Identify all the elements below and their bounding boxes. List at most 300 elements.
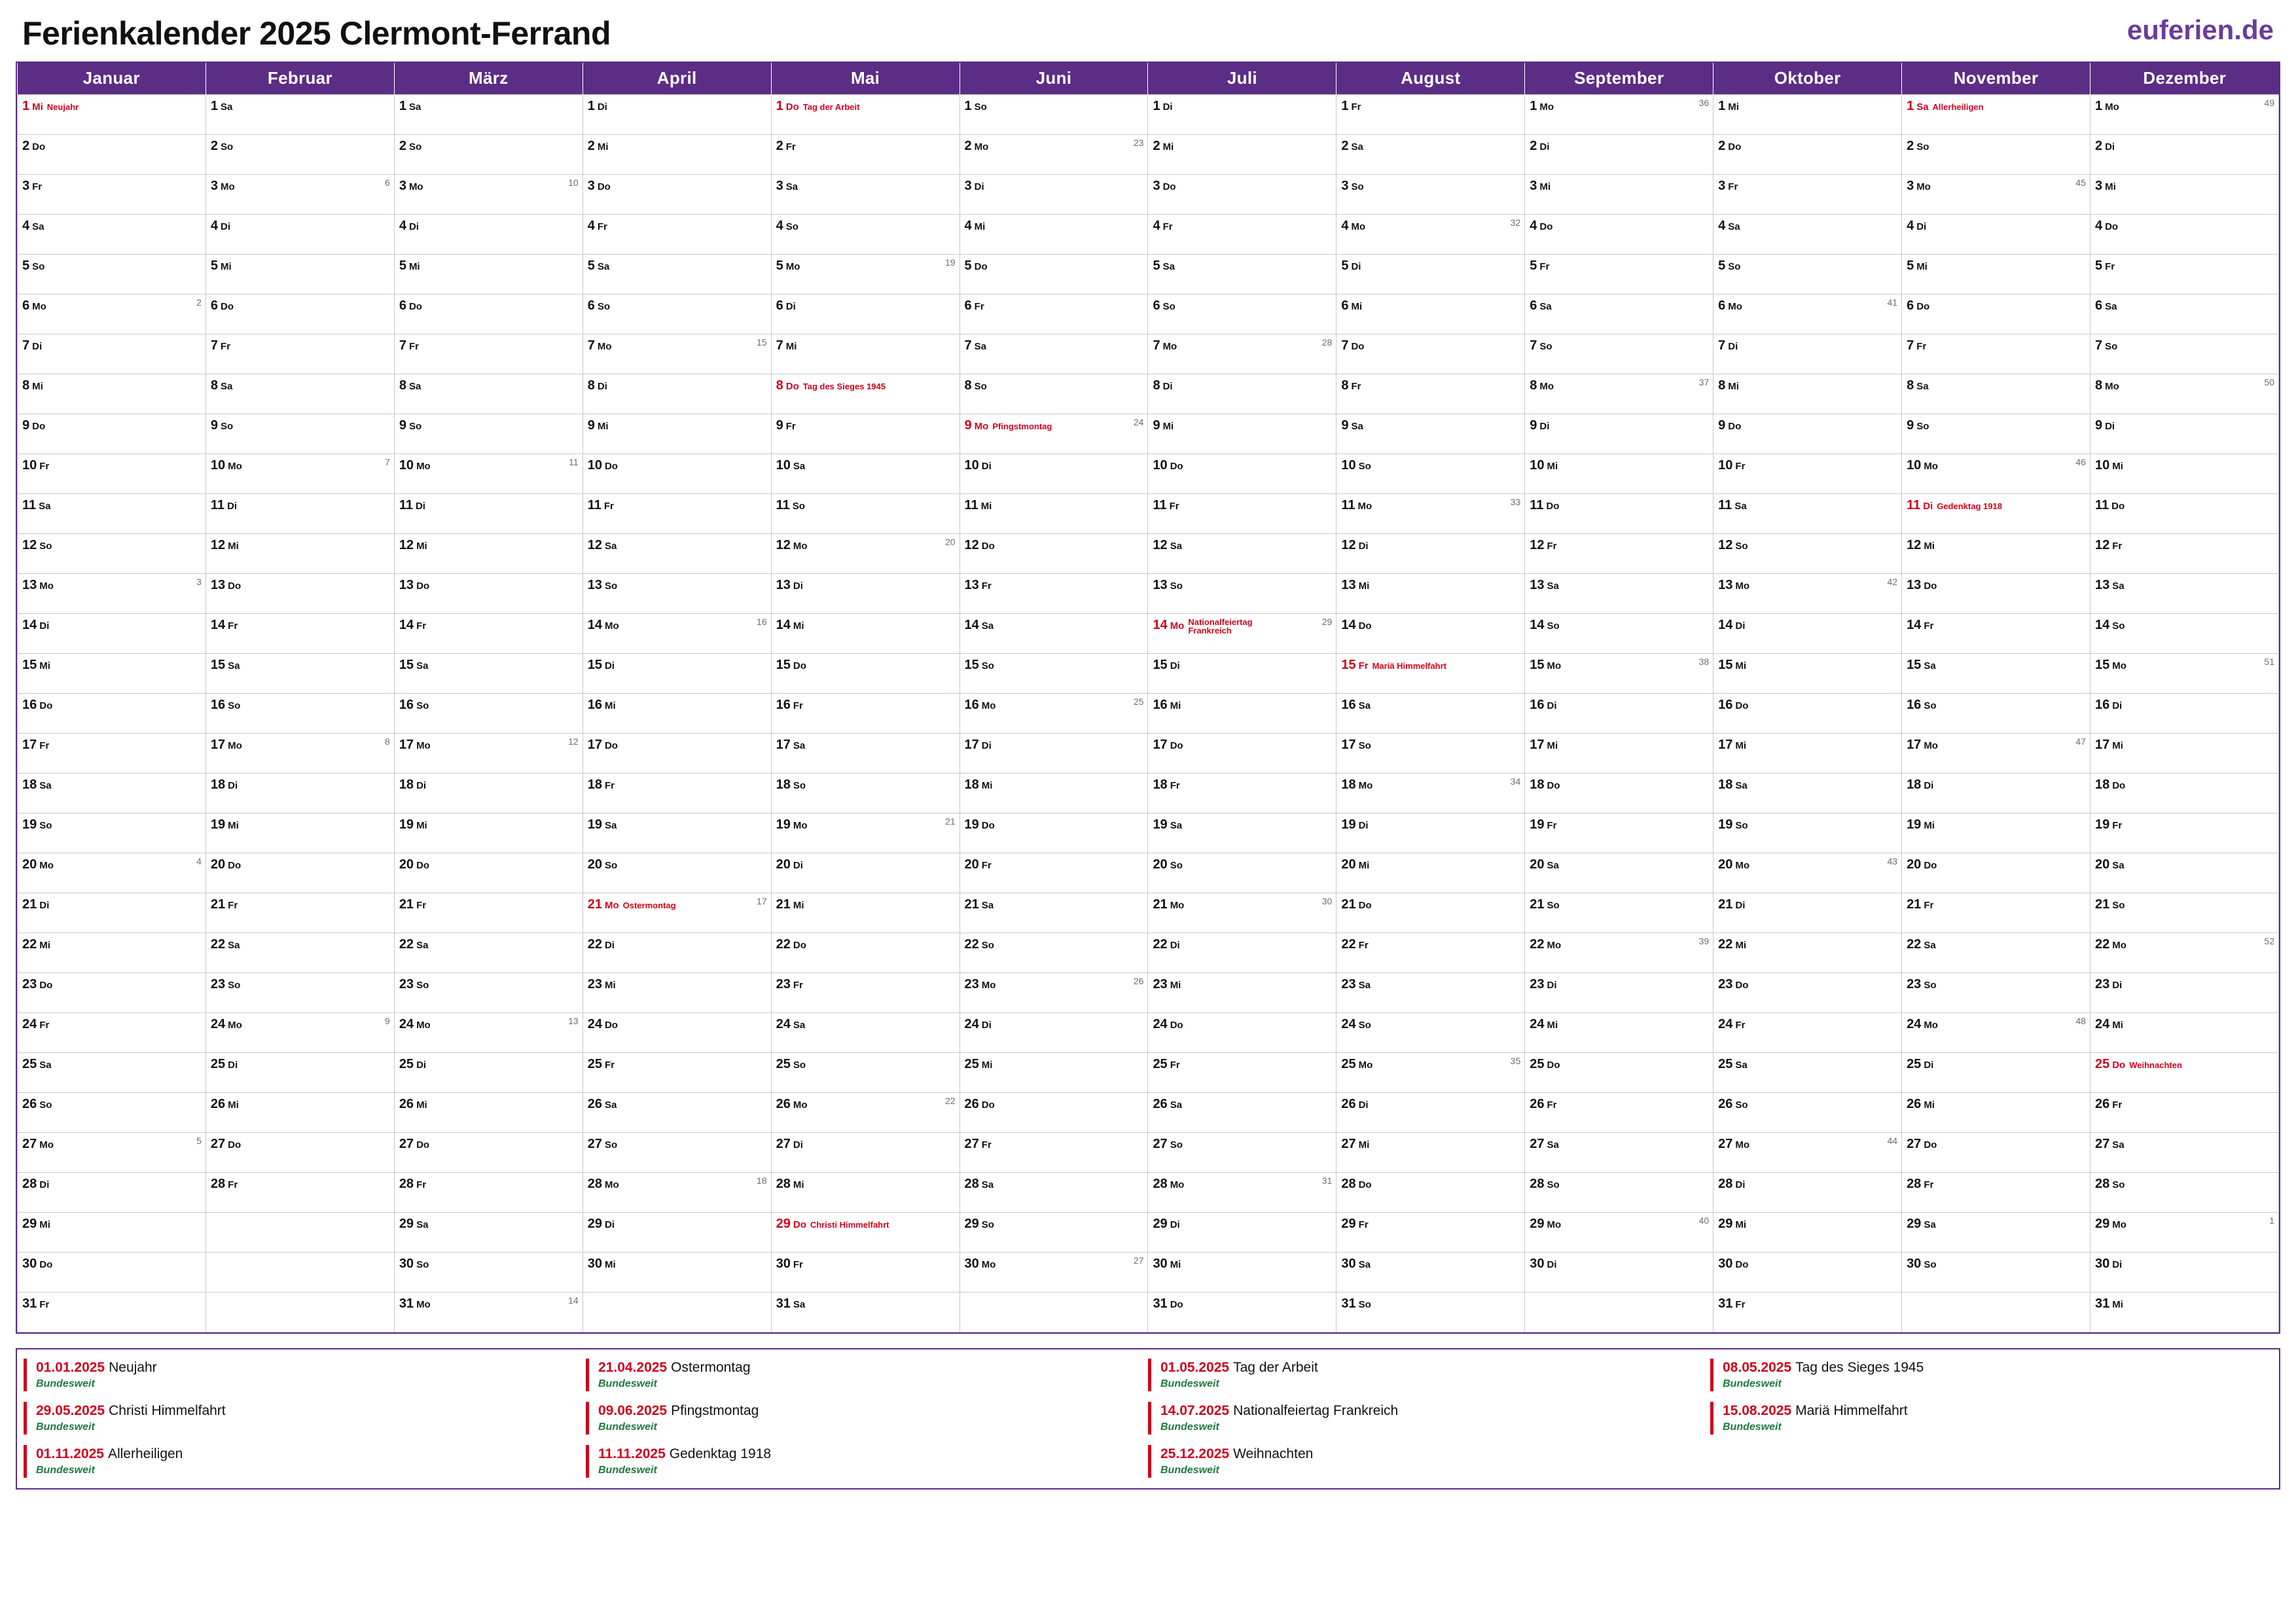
day-cell[interactable] <box>1713 374 1902 414</box>
day-cell[interactable] <box>771 1172 960 1212</box>
day-cell[interactable] <box>1525 334 1713 374</box>
day-cell[interactable] <box>583 454 771 493</box>
day-cell[interactable] <box>18 414 206 454</box>
day-cell[interactable] <box>1148 374 1336 414</box>
day-cell[interactable] <box>1902 1052 2090 1092</box>
day-cell[interactable] <box>960 294 1148 334</box>
day-cell[interactable] <box>960 214 1148 254</box>
day-cell[interactable] <box>1713 1252 1902 1292</box>
day-cell[interactable] <box>583 294 771 334</box>
day-cell[interactable] <box>1148 1012 1336 1052</box>
day-cell[interactable] <box>960 693 1148 733</box>
day-cell[interactable] <box>206 1092 394 1132</box>
day-cell[interactable] <box>1336 653 1525 693</box>
day-cell[interactable] <box>394 414 583 454</box>
day-cell[interactable] <box>1148 613 1336 653</box>
day-cell[interactable] <box>771 693 960 733</box>
day-cell[interactable] <box>1525 1012 1713 1052</box>
day-cell[interactable] <box>1902 454 2090 493</box>
day-cell[interactable] <box>1148 893 1336 933</box>
day-cell[interactable] <box>1713 454 1902 493</box>
day-cell[interactable] <box>2090 1212 2278 1252</box>
day-cell[interactable] <box>771 454 960 493</box>
day-cell[interactable] <box>1336 454 1525 493</box>
day-cell[interactable] <box>1525 1092 1713 1132</box>
day-cell[interactable] <box>206 533 394 573</box>
day-cell[interactable] <box>960 613 1148 653</box>
day-cell[interactable] <box>960 334 1148 374</box>
day-cell[interactable] <box>18 972 206 1012</box>
day-cell[interactable] <box>18 174 206 214</box>
day-cell[interactable] <box>1148 853 1336 893</box>
day-cell[interactable] <box>1148 933 1336 972</box>
day-cell[interactable] <box>1336 1012 1525 1052</box>
day-cell[interactable] <box>206 733 394 773</box>
day-cell[interactable] <box>1902 374 2090 414</box>
day-cell[interactable] <box>960 1092 1148 1132</box>
day-cell[interactable] <box>960 1212 1148 1252</box>
day-cell[interactable] <box>1525 533 1713 573</box>
day-cell[interactable] <box>771 254 960 294</box>
day-cell[interactable] <box>1713 773 1902 813</box>
day-cell[interactable] <box>394 1292 583 1332</box>
day-cell[interactable] <box>771 1132 960 1172</box>
day-cell[interactable] <box>394 1012 583 1052</box>
day-cell[interactable] <box>1148 414 1336 454</box>
day-cell[interactable] <box>1148 454 1336 493</box>
day-cell[interactable] <box>1902 493 2090 533</box>
day-cell[interactable] <box>583 1092 771 1132</box>
day-cell[interactable] <box>1902 1252 2090 1292</box>
day-cell[interactable] <box>1148 174 1336 214</box>
day-cell[interactable] <box>2090 1092 2278 1132</box>
day-cell[interactable] <box>1525 1052 1713 1092</box>
day-cell[interactable] <box>1713 893 1902 933</box>
day-cell[interactable] <box>1902 533 2090 573</box>
day-cell[interactable] <box>394 214 583 254</box>
day-cell[interactable] <box>394 94 583 134</box>
day-cell[interactable] <box>394 972 583 1012</box>
day-cell[interactable] <box>1713 214 1902 254</box>
day-cell[interactable] <box>1525 214 1713 254</box>
day-cell[interactable] <box>771 334 960 374</box>
day-cell[interactable] <box>18 134 206 174</box>
day-cell[interactable] <box>1336 374 1525 414</box>
day-cell[interactable] <box>206 1132 394 1172</box>
day-cell[interactable] <box>771 653 960 693</box>
day-cell[interactable] <box>771 134 960 174</box>
day-cell[interactable] <box>18 653 206 693</box>
day-cell[interactable] <box>771 1012 960 1052</box>
day-cell[interactable] <box>394 374 583 414</box>
day-cell[interactable] <box>1148 533 1336 573</box>
day-cell[interactable] <box>394 294 583 334</box>
day-cell[interactable] <box>1902 773 2090 813</box>
day-cell[interactable] <box>1148 134 1336 174</box>
day-cell[interactable] <box>1525 454 1713 493</box>
day-cell[interactable] <box>1525 1212 1713 1252</box>
day-cell[interactable] <box>2090 773 2278 813</box>
day-cell[interactable] <box>960 254 1148 294</box>
day-cell[interactable] <box>583 653 771 693</box>
day-cell[interactable] <box>18 1132 206 1172</box>
day-cell[interactable] <box>771 374 960 414</box>
day-cell[interactable] <box>583 533 771 573</box>
day-cell[interactable] <box>771 1292 960 1332</box>
day-cell[interactable] <box>1148 1292 1336 1332</box>
day-cell[interactable] <box>1336 1172 1525 1212</box>
day-cell[interactable] <box>206 134 394 174</box>
day-cell[interactable] <box>771 493 960 533</box>
day-cell[interactable] <box>2090 374 2278 414</box>
day-cell[interactable] <box>1902 933 2090 972</box>
day-cell[interactable] <box>1148 813 1336 853</box>
day-cell[interactable] <box>2090 493 2278 533</box>
day-cell[interactable] <box>1336 1132 1525 1172</box>
day-cell[interactable] <box>1902 214 2090 254</box>
day-cell[interactable] <box>18 334 206 374</box>
day-cell[interactable] <box>18 933 206 972</box>
day-cell[interactable] <box>394 254 583 294</box>
day-cell[interactable] <box>1336 254 1525 294</box>
day-cell[interactable] <box>206 294 394 334</box>
day-cell[interactable] <box>1148 214 1336 254</box>
day-cell[interactable] <box>583 813 771 853</box>
day-cell[interactable] <box>1713 933 1902 972</box>
day-cell[interactable] <box>206 693 394 733</box>
day-cell[interactable] <box>1525 972 1713 1012</box>
day-cell[interactable] <box>394 493 583 533</box>
day-cell[interactable] <box>1713 1052 1902 1092</box>
day-cell[interactable] <box>771 533 960 573</box>
day-cell[interactable] <box>1902 653 2090 693</box>
day-cell[interactable] <box>960 573 1148 613</box>
day-cell[interactable] <box>18 493 206 533</box>
day-cell[interactable] <box>394 613 583 653</box>
day-cell[interactable] <box>583 334 771 374</box>
day-cell[interactable] <box>206 1012 394 1052</box>
day-cell[interactable] <box>1713 1292 1902 1332</box>
day-cell[interactable] <box>960 853 1148 893</box>
day-cell[interactable] <box>18 1092 206 1132</box>
day-cell[interactable] <box>1336 334 1525 374</box>
day-cell[interactable] <box>1713 533 1902 573</box>
day-cell[interactable] <box>1902 254 2090 294</box>
day-cell[interactable] <box>1336 933 1525 972</box>
day-cell[interactable] <box>206 174 394 214</box>
day-cell[interactable] <box>1713 813 1902 853</box>
day-cell[interactable] <box>583 134 771 174</box>
day-cell[interactable] <box>960 493 1148 533</box>
day-cell[interactable] <box>1336 174 1525 214</box>
day-cell[interactable] <box>1336 573 1525 613</box>
day-cell[interactable] <box>1525 693 1713 733</box>
day-cell[interactable] <box>1902 134 2090 174</box>
day-cell[interactable] <box>960 1172 1148 1212</box>
day-cell[interactable] <box>1713 134 1902 174</box>
day-cell[interactable] <box>394 1252 583 1292</box>
day-cell[interactable] <box>1713 972 1902 1012</box>
day-cell[interactable] <box>960 653 1148 693</box>
day-cell[interactable] <box>583 733 771 773</box>
day-cell[interactable] <box>394 693 583 733</box>
day-cell[interactable] <box>771 414 960 454</box>
day-cell[interactable] <box>1336 1292 1525 1332</box>
day-cell[interactable] <box>394 533 583 573</box>
day-cell[interactable] <box>1902 972 2090 1012</box>
day-cell[interactable] <box>1336 733 1525 773</box>
day-cell[interactable] <box>2090 1132 2278 1172</box>
day-cell[interactable] <box>583 174 771 214</box>
day-cell[interactable] <box>1336 773 1525 813</box>
day-cell[interactable] <box>583 1212 771 1252</box>
day-cell[interactable] <box>583 1172 771 1212</box>
day-cell[interactable] <box>771 853 960 893</box>
day-cell[interactable] <box>1148 653 1336 693</box>
day-cell[interactable] <box>960 813 1148 853</box>
day-cell[interactable] <box>1148 1172 1336 1212</box>
day-cell[interactable] <box>1713 733 1902 773</box>
day-cell[interactable] <box>1902 174 2090 214</box>
day-cell[interactable] <box>583 214 771 254</box>
day-cell[interactable] <box>960 1052 1148 1092</box>
day-cell[interactable] <box>583 1252 771 1292</box>
day-cell[interactable] <box>206 813 394 853</box>
day-cell[interactable] <box>18 1292 206 1332</box>
day-cell[interactable] <box>394 1052 583 1092</box>
day-cell[interactable] <box>18 893 206 933</box>
day-cell[interactable] <box>206 972 394 1012</box>
day-cell[interactable] <box>2090 174 2278 214</box>
day-cell[interactable] <box>18 214 206 254</box>
day-cell[interactable] <box>960 414 1148 454</box>
day-cell[interactable] <box>18 773 206 813</box>
day-cell[interactable] <box>1525 813 1713 853</box>
day-cell[interactable] <box>583 693 771 733</box>
day-cell[interactable] <box>1148 773 1336 813</box>
day-cell[interactable] <box>771 1092 960 1132</box>
day-cell[interactable] <box>1336 1092 1525 1132</box>
day-cell[interactable] <box>960 893 1148 933</box>
day-cell[interactable] <box>771 813 960 853</box>
day-cell[interactable] <box>1525 613 1713 653</box>
day-cell[interactable] <box>2090 693 2278 733</box>
day-cell[interactable] <box>1336 493 1525 533</box>
day-cell[interactable] <box>2090 94 2278 134</box>
day-cell[interactable] <box>1902 613 2090 653</box>
day-cell[interactable] <box>960 1252 1148 1292</box>
day-cell[interactable] <box>583 613 771 653</box>
day-cell[interactable] <box>960 94 1148 134</box>
day-cell[interactable] <box>2090 893 2278 933</box>
day-cell[interactable] <box>583 1132 771 1172</box>
day-cell[interactable] <box>2090 733 2278 773</box>
day-cell[interactable] <box>206 893 394 933</box>
day-cell[interactable] <box>2090 254 2278 294</box>
day-cell[interactable] <box>960 972 1148 1012</box>
day-cell[interactable] <box>394 1172 583 1212</box>
day-cell[interactable] <box>18 613 206 653</box>
day-cell[interactable] <box>771 174 960 214</box>
day-cell[interactable] <box>1713 1092 1902 1132</box>
day-cell[interactable] <box>1902 1092 2090 1132</box>
day-cell[interactable] <box>1902 1212 2090 1252</box>
day-cell[interactable] <box>1902 1172 2090 1212</box>
day-cell[interactable] <box>960 174 1148 214</box>
day-cell[interactable] <box>394 933 583 972</box>
day-cell[interactable] <box>394 1212 583 1252</box>
day-cell[interactable] <box>583 94 771 134</box>
day-cell[interactable] <box>1525 653 1713 693</box>
day-cell[interactable] <box>206 214 394 254</box>
day-cell[interactable] <box>2090 813 2278 853</box>
day-cell[interactable] <box>2090 933 2278 972</box>
day-cell[interactable] <box>394 1132 583 1172</box>
day-cell[interactable] <box>1713 1012 1902 1052</box>
day-cell[interactable] <box>394 653 583 693</box>
day-cell[interactable] <box>206 334 394 374</box>
day-cell[interactable] <box>18 1012 206 1052</box>
day-cell[interactable] <box>1148 493 1336 533</box>
day-cell[interactable] <box>394 134 583 174</box>
day-cell[interactable] <box>394 853 583 893</box>
day-cell[interactable] <box>1902 893 2090 933</box>
day-cell[interactable] <box>2090 1172 2278 1212</box>
day-cell[interactable] <box>206 1172 394 1212</box>
day-cell[interactable] <box>1336 533 1525 573</box>
day-cell[interactable] <box>2090 613 2278 653</box>
day-cell[interactable] <box>1713 653 1902 693</box>
day-cell[interactable] <box>1902 1132 2090 1172</box>
day-cell[interactable] <box>1902 813 2090 853</box>
day-cell[interactable] <box>1525 933 1713 972</box>
day-cell[interactable] <box>2090 414 2278 454</box>
day-cell[interactable] <box>771 933 960 972</box>
day-cell[interactable] <box>960 1132 1148 1172</box>
day-cell[interactable] <box>1525 174 1713 214</box>
day-cell[interactable] <box>1148 693 1336 733</box>
day-cell[interactable] <box>771 613 960 653</box>
day-cell[interactable] <box>206 613 394 653</box>
day-cell[interactable] <box>583 493 771 533</box>
day-cell[interactable] <box>1525 134 1713 174</box>
day-cell[interactable] <box>1148 254 1336 294</box>
day-cell[interactable] <box>771 94 960 134</box>
day-cell[interactable] <box>1713 334 1902 374</box>
day-cell[interactable] <box>394 813 583 853</box>
day-cell[interactable] <box>960 933 1148 972</box>
day-cell[interactable] <box>2090 573 2278 613</box>
day-cell[interactable] <box>583 374 771 414</box>
day-cell[interactable] <box>18 94 206 134</box>
day-cell[interactable] <box>206 853 394 893</box>
day-cell[interactable] <box>1902 693 2090 733</box>
day-cell[interactable] <box>771 1212 960 1252</box>
day-cell[interactable] <box>394 733 583 773</box>
day-cell[interactable] <box>1148 294 1336 334</box>
day-cell[interactable] <box>1525 893 1713 933</box>
day-cell[interactable] <box>771 294 960 334</box>
day-cell[interactable] <box>1336 214 1525 254</box>
day-cell[interactable] <box>960 1012 1148 1052</box>
day-cell[interactable] <box>394 174 583 214</box>
day-cell[interactable] <box>1902 853 2090 893</box>
day-cell[interactable] <box>1336 294 1525 334</box>
day-cell[interactable] <box>18 1172 206 1212</box>
day-cell[interactable] <box>583 254 771 294</box>
day-cell[interactable] <box>394 334 583 374</box>
day-cell[interactable] <box>960 134 1148 174</box>
day-cell[interactable] <box>2090 1012 2278 1052</box>
day-cell[interactable] <box>18 813 206 853</box>
day-cell[interactable] <box>1336 972 1525 1012</box>
day-cell[interactable] <box>206 414 394 454</box>
day-cell[interactable] <box>1713 174 1902 214</box>
day-cell[interactable] <box>1148 1212 1336 1252</box>
day-cell[interactable] <box>1148 1132 1336 1172</box>
day-cell[interactable] <box>2090 1052 2278 1092</box>
day-cell[interactable] <box>583 573 771 613</box>
day-cell[interactable] <box>394 573 583 613</box>
day-cell[interactable] <box>206 493 394 533</box>
day-cell[interactable] <box>18 533 206 573</box>
day-cell[interactable] <box>1336 1252 1525 1292</box>
day-cell[interactable] <box>1713 1172 1902 1212</box>
day-cell[interactable] <box>394 893 583 933</box>
day-cell[interactable] <box>771 893 960 933</box>
day-cell[interactable] <box>1902 94 2090 134</box>
day-cell[interactable] <box>1525 853 1713 893</box>
day-cell[interactable] <box>771 1252 960 1292</box>
day-cell[interactable] <box>2090 294 2278 334</box>
day-cell[interactable] <box>18 374 206 414</box>
day-cell[interactable] <box>583 972 771 1012</box>
day-cell[interactable] <box>206 573 394 613</box>
day-cell[interactable] <box>206 254 394 294</box>
day-cell[interactable] <box>1713 573 1902 613</box>
day-cell[interactable] <box>960 773 1148 813</box>
day-cell[interactable] <box>206 94 394 134</box>
day-cell[interactable] <box>583 853 771 893</box>
day-cell[interactable] <box>18 693 206 733</box>
day-cell[interactable] <box>2090 653 2278 693</box>
day-cell[interactable] <box>960 374 1148 414</box>
day-cell[interactable] <box>394 1092 583 1132</box>
day-cell[interactable] <box>1148 1252 1336 1292</box>
day-cell[interactable] <box>1713 294 1902 334</box>
day-cell[interactable] <box>583 1052 771 1092</box>
day-cell[interactable] <box>1336 893 1525 933</box>
day-cell[interactable] <box>960 733 1148 773</box>
day-cell[interactable] <box>1336 1212 1525 1252</box>
day-cell[interactable] <box>1525 294 1713 334</box>
day-cell[interactable] <box>206 933 394 972</box>
day-cell[interactable] <box>1713 1132 1902 1172</box>
day-cell[interactable] <box>1148 1052 1336 1092</box>
day-cell[interactable] <box>583 414 771 454</box>
day-cell[interactable] <box>771 773 960 813</box>
day-cell[interactable] <box>1148 94 1336 134</box>
day-cell[interactable] <box>1902 573 2090 613</box>
day-cell[interactable] <box>206 374 394 414</box>
day-cell[interactable] <box>771 573 960 613</box>
day-cell[interactable] <box>960 454 1148 493</box>
day-cell[interactable] <box>1525 493 1713 533</box>
day-cell[interactable] <box>2090 853 2278 893</box>
day-cell[interactable] <box>1336 134 1525 174</box>
day-cell[interactable] <box>1148 733 1336 773</box>
day-cell[interactable] <box>2090 1292 2278 1332</box>
